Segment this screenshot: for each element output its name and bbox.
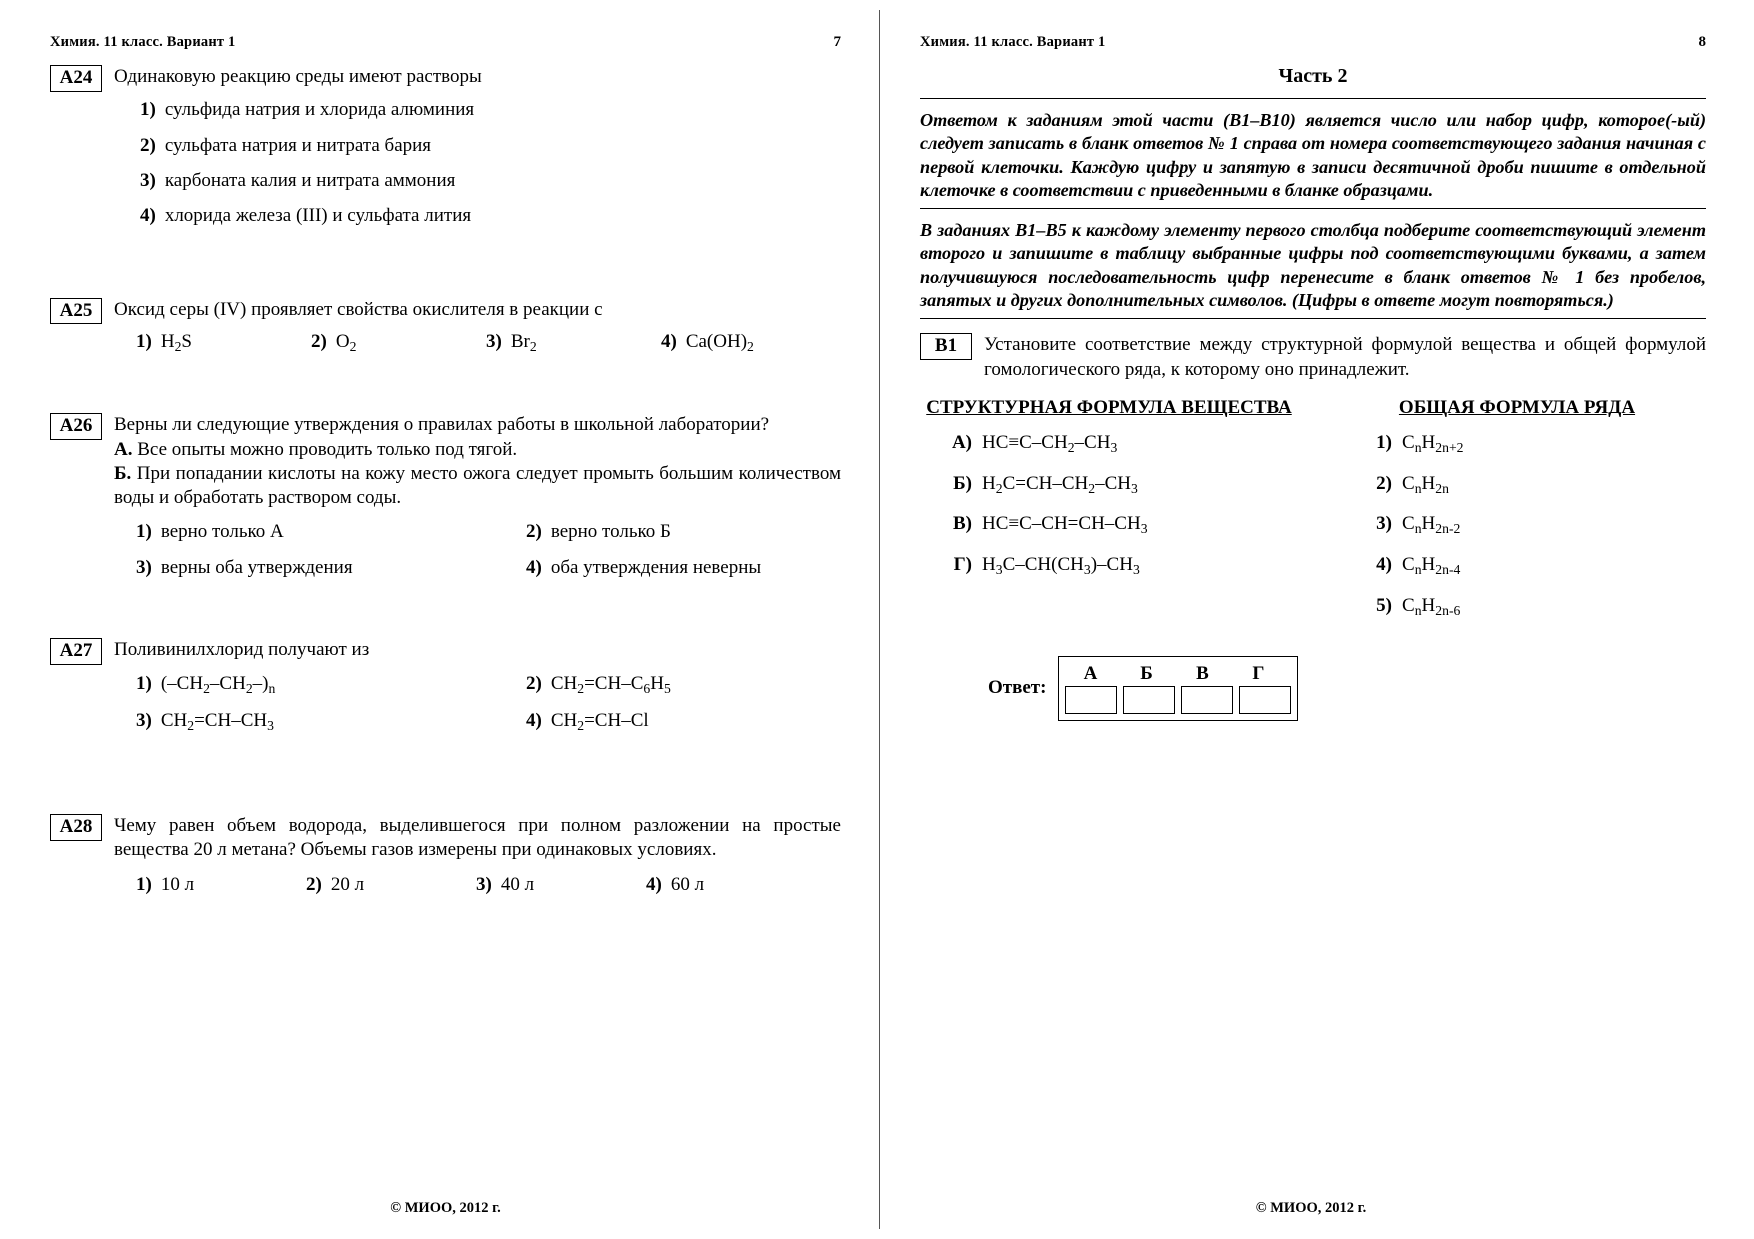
question-body-a28 (114, 814, 841, 897)
match-label: Б) (953, 472, 972, 494)
question-stem-b1: Установите соответствие между структурной формулой вещества и общей формулой гомологического ряда, к которому оно принадлежит. (984, 334, 1706, 380)
question-a26 (50, 413, 841, 580)
divider-bottom (920, 318, 1706, 319)
match-label: 4) (1376, 554, 1392, 576)
match-column-right (1328, 432, 1706, 636)
question-body-a25 (114, 298, 841, 356)
option-item[interactable] (306, 873, 476, 897)
option-formula: 20 л (330, 873, 365, 895)
question-stem-a26: Верны ли следующие утверждения о правилах работы в школьной лаборатории? А. Все опыты можно проводить только под тягой. Б. При попадании кислоты на кожу место ожога следует промыть большим количеством воды и обработать раствором соды. (114, 414, 841, 509)
option-item[interactable] (526, 672, 841, 697)
match-item-v[interactable] (948, 513, 1298, 537)
option-formula: 40 л (500, 873, 535, 895)
match-label: 2) (1376, 472, 1392, 494)
instruction-b1-b5: В заданиях В1–В5 к каждому элементу первого столбца подберите соответствующий элемент второго и запишите в таблицу выбранные цифры под соответствующими буквами, а затем получившуюся последовательность цифр перенесите в бланк ответов № 1 без пробелов, запятых и других дополнительных символов. (Цифры в ответе могут повторяться.) (920, 220, 1706, 311)
match-item-g[interactable] (948, 554, 1298, 578)
spacer (50, 246, 841, 298)
option-item[interactable] (526, 709, 841, 734)
option-formula: $CH_2=CH-CH_3$ (160, 709, 274, 733)
match-table (920, 432, 1706, 636)
page-right (880, 10, 1742, 1229)
question-stem-a25: Оксид серы (IV) проявляет свойства окислителя в реакции с (114, 298, 603, 320)
options-a24 (140, 98, 841, 228)
question-code-a24: А24 (50, 65, 102, 92)
options-a26 (136, 520, 841, 580)
running-head-title-left: Химия. 11 класс. Вариант 1 (50, 34, 236, 50)
option-item[interactable] (140, 204, 841, 228)
question-body-b1 (984, 333, 1706, 382)
instruction-part2: Ответом к заданиям этой части (В1–В10) является число или набор цифр, которое(-ый) следует записать в бланк ответов № 1 справа от номера соответствующего задания начиная с первой клеточки. Каждую цифру и запятую в записи десятичной дроби пишите в отдельной клеточке в соответствии с приведенными в бланке образцами. (920, 110, 1706, 200)
match-option-4[interactable] (1368, 554, 1706, 578)
option-number: 1) (136, 873, 152, 895)
divider-middle (920, 208, 1706, 209)
options-a28 (136, 873, 841, 897)
answer-cell-g[interactable] (1239, 686, 1291, 714)
question-stem-a28: Чему равен объем водорода, выделившегося при полном разложении на простые вещества 20 л метана? Объемы газов измерены при одинаковых условиях. (114, 815, 841, 861)
option-formula: 10 л (160, 873, 195, 895)
option-item[interactable] (646, 873, 841, 897)
option-formula: $Br_2$ (510, 330, 537, 354)
option-number: 4) (646, 873, 662, 895)
option-text: верно только А (160, 521, 284, 543)
option-number: 2) (306, 873, 322, 895)
option-number: 1) (136, 521, 152, 543)
answer-header-b: Б (1140, 662, 1153, 684)
option-number: 1) (140, 99, 156, 121)
option-item[interactable] (136, 520, 526, 544)
option-number: 3) (486, 330, 502, 352)
page-left (12, 10, 880, 1229)
running-head-title-right: Химия. 11 класс. Вариант 1 (920, 34, 1106, 50)
option-formula: $CH_2=CH-Cl$ (550, 709, 649, 733)
question-a27 (50, 638, 841, 734)
option-item[interactable] (140, 169, 841, 193)
column-header-structural-formula: СТРУКТУРНАЯ ФОРМУЛА ВЕЩЕСТВА (926, 397, 1292, 418)
match-formula: $C_nH_{2n-4}$ (1402, 554, 1461, 578)
match-formula: $HC\equiv C-CH_2-CH_3$ (982, 431, 1118, 455)
option-number: 4) (140, 205, 156, 227)
page-number-left: 7 (833, 34, 841, 50)
footer-left: © МИОО, 2012 г. (390, 1200, 501, 1216)
match-column-left (920, 432, 1298, 636)
options-a27 (136, 672, 841, 734)
option-number: 4) (661, 330, 677, 352)
question-b1 (920, 333, 1706, 382)
question-stem-a24: Одинаковую реакцию среды имеют растворы (114, 66, 482, 87)
option-item[interactable] (136, 672, 526, 697)
match-option-1[interactable] (1368, 432, 1706, 456)
option-number: 1) (136, 673, 152, 695)
match-label: Г) (953, 554, 972, 576)
column-header-general-formula: ОБЩАЯ ФОРМУЛА РЯДА (1398, 397, 1636, 418)
question-stem-a27: Поливинилхлорид получают из (114, 639, 370, 661)
match-option-3[interactable] (1368, 513, 1706, 537)
match-option-5[interactable] (1368, 595, 1706, 619)
running-head-left (50, 34, 841, 51)
answer-cell-b[interactable] (1123, 686, 1175, 714)
option-item[interactable] (136, 873, 306, 897)
match-formula: $H_3C-CH(CH_3)-CH_3$ (982, 554, 1140, 578)
option-text: верно только Б (550, 521, 671, 543)
match-label: В) (953, 513, 972, 535)
match-option-2[interactable] (1368, 473, 1706, 497)
option-number: 3) (136, 556, 152, 578)
answer-table-header-row (1065, 662, 1291, 686)
answer-label: Ответ: (988, 677, 1047, 699)
option-number: 3) (140, 169, 156, 191)
option-formula: $O_2$ (335, 330, 357, 354)
question-code-b1: В1 (920, 333, 972, 360)
option-text: хлорида железа (III) и сульфата лития (164, 205, 472, 227)
running-head-right (920, 34, 1706, 51)
question-code-a28: А28 (50, 814, 102, 841)
spacer (50, 740, 841, 792)
answer-cell-v[interactable] (1181, 686, 1233, 714)
match-column-headers (920, 396, 1706, 420)
match-label: А) (951, 431, 972, 453)
option-number: 4) (526, 709, 542, 731)
option-item[interactable] (486, 330, 661, 355)
option-text: сульфата натрия и нитрата бария (164, 134, 432, 156)
option-item[interactable] (140, 98, 841, 122)
part-title: Часть 2 (1278, 65, 1348, 87)
option-number: 2) (140, 134, 156, 156)
answer-area (988, 656, 1706, 721)
option-formula: $H_2S$ (160, 330, 192, 354)
question-a28 (50, 814, 841, 897)
divider-top (920, 98, 1706, 99)
option-number: 4) (526, 556, 542, 578)
option-number: 2) (311, 330, 327, 352)
match-formula: $C_nH_{2n}$ (1402, 472, 1449, 496)
option-text: карбоната калия и нитрата аммония (164, 169, 456, 191)
match-label: 5) (1376, 595, 1392, 617)
match-label: 1) (1376, 431, 1392, 453)
match-formula: $C_nH_{2n+2}$ (1402, 431, 1464, 455)
answer-header-a: А (1083, 662, 1098, 684)
spacer (50, 361, 841, 413)
question-code-a27: А27 (50, 638, 102, 665)
option-formula: 60 л (670, 873, 705, 895)
question-body-a26 (114, 413, 841, 580)
question-a24 (50, 65, 841, 240)
option-number: 3) (136, 709, 152, 731)
option-formula: $Ca(OH)_2$ (685, 330, 754, 354)
match-item-b[interactable] (948, 473, 1298, 497)
answer-table-input-row (1065, 686, 1291, 714)
option-number: 1) (136, 330, 152, 352)
answer-table (1058, 656, 1298, 721)
question-a25 (50, 298, 841, 356)
option-number: 3) (476, 873, 492, 895)
question-body-a24 (114, 65, 841, 240)
option-formula: $CH_2=CH-C_6H_5$ (550, 673, 671, 697)
page-number-right: 8 (1698, 34, 1706, 50)
match-label: 3) (1376, 513, 1392, 535)
option-item[interactable] (526, 520, 841, 544)
option-item[interactable] (136, 556, 526, 580)
option-number: 2) (526, 673, 542, 695)
option-item[interactable] (136, 709, 526, 734)
option-item[interactable] (661, 330, 841, 355)
spacer (50, 792, 841, 814)
match-formula: $HC\equiv C-CH=CH-CH_3$ (982, 513, 1148, 537)
match-formula: $H_2C=CH-CH_2-CH_3$ (982, 472, 1138, 496)
question-code-a26: А26 (50, 413, 102, 440)
footer-right: © МИОО, 2012 г. (1255, 1200, 1367, 1216)
options-a25 (136, 330, 841, 355)
option-number: 2) (526, 521, 542, 543)
spacer (50, 586, 841, 638)
answer-cell-a[interactable] (1065, 686, 1117, 714)
option-text: верны оба утверждения (160, 556, 353, 578)
question-body-a27 (114, 638, 841, 734)
option-item[interactable] (140, 134, 841, 158)
match-formula: $C_nH_{2n-6}$ (1402, 595, 1461, 618)
option-item[interactable] (136, 330, 311, 355)
answer-header-g: Г (1252, 662, 1265, 684)
match-formula: $C_nH_{2n-2}$ (1402, 513, 1461, 537)
question-code-a25: А25 (50, 298, 102, 325)
option-item[interactable] (311, 330, 486, 355)
option-item[interactable] (526, 556, 841, 580)
match-item-a[interactable] (948, 432, 1298, 456)
answer-header-v: В (1196, 662, 1209, 684)
option-text: сульфида натрия и хлорида алюминия (164, 99, 475, 121)
option-item[interactable] (476, 873, 646, 897)
option-text: оба утверждения неверны (550, 556, 762, 578)
option-formula: $(-CH_2-CH_2-)_n$ (160, 673, 276, 697)
